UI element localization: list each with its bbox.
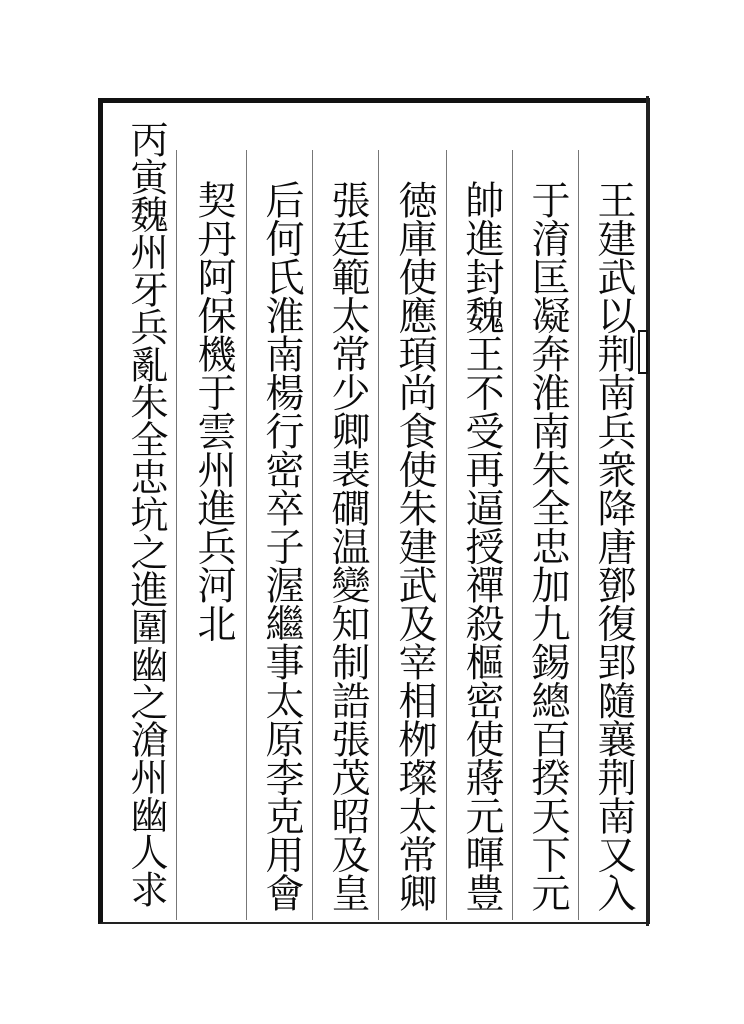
text-column-2: 于淯匡凝奔淮南朱全忠加九錫總百揆天下元: [525, 180, 570, 912]
text-column-7: 契丹阿保機于雲州進兵河北: [191, 180, 236, 642]
column-rule: [378, 150, 379, 920]
text-column-6: 后何氏淮南楊行密卒子渥繼事太原李克用會: [259, 180, 304, 912]
frame-right-edge: [646, 96, 649, 926]
text-column-1: 王建武以荆南兵衆降唐鄧復郢隨襄荆南又入: [591, 180, 636, 912]
text-column-5: 張廷範太常少卿裴磵温變知制誥張茂昭及皇: [325, 180, 370, 912]
column-rule: [176, 150, 177, 920]
column-rule: [246, 150, 247, 920]
text-column-3: 帥進封魏王不受再逼授禪殺樞密使蔣元暉豊: [459, 180, 504, 912]
text-column-8: 丙寅魏州牙兵亂朱全忠坑之進圍幽之滄州幽人求: [124, 120, 168, 908]
column-rule: [312, 150, 313, 920]
column-rule: [446, 150, 447, 920]
text-column-4: 徳庫使應頊尚食使朱建武及宰相栁璨太常卿: [392, 180, 437, 912]
column-rule: [512, 150, 513, 920]
column-rule: [578, 150, 579, 920]
